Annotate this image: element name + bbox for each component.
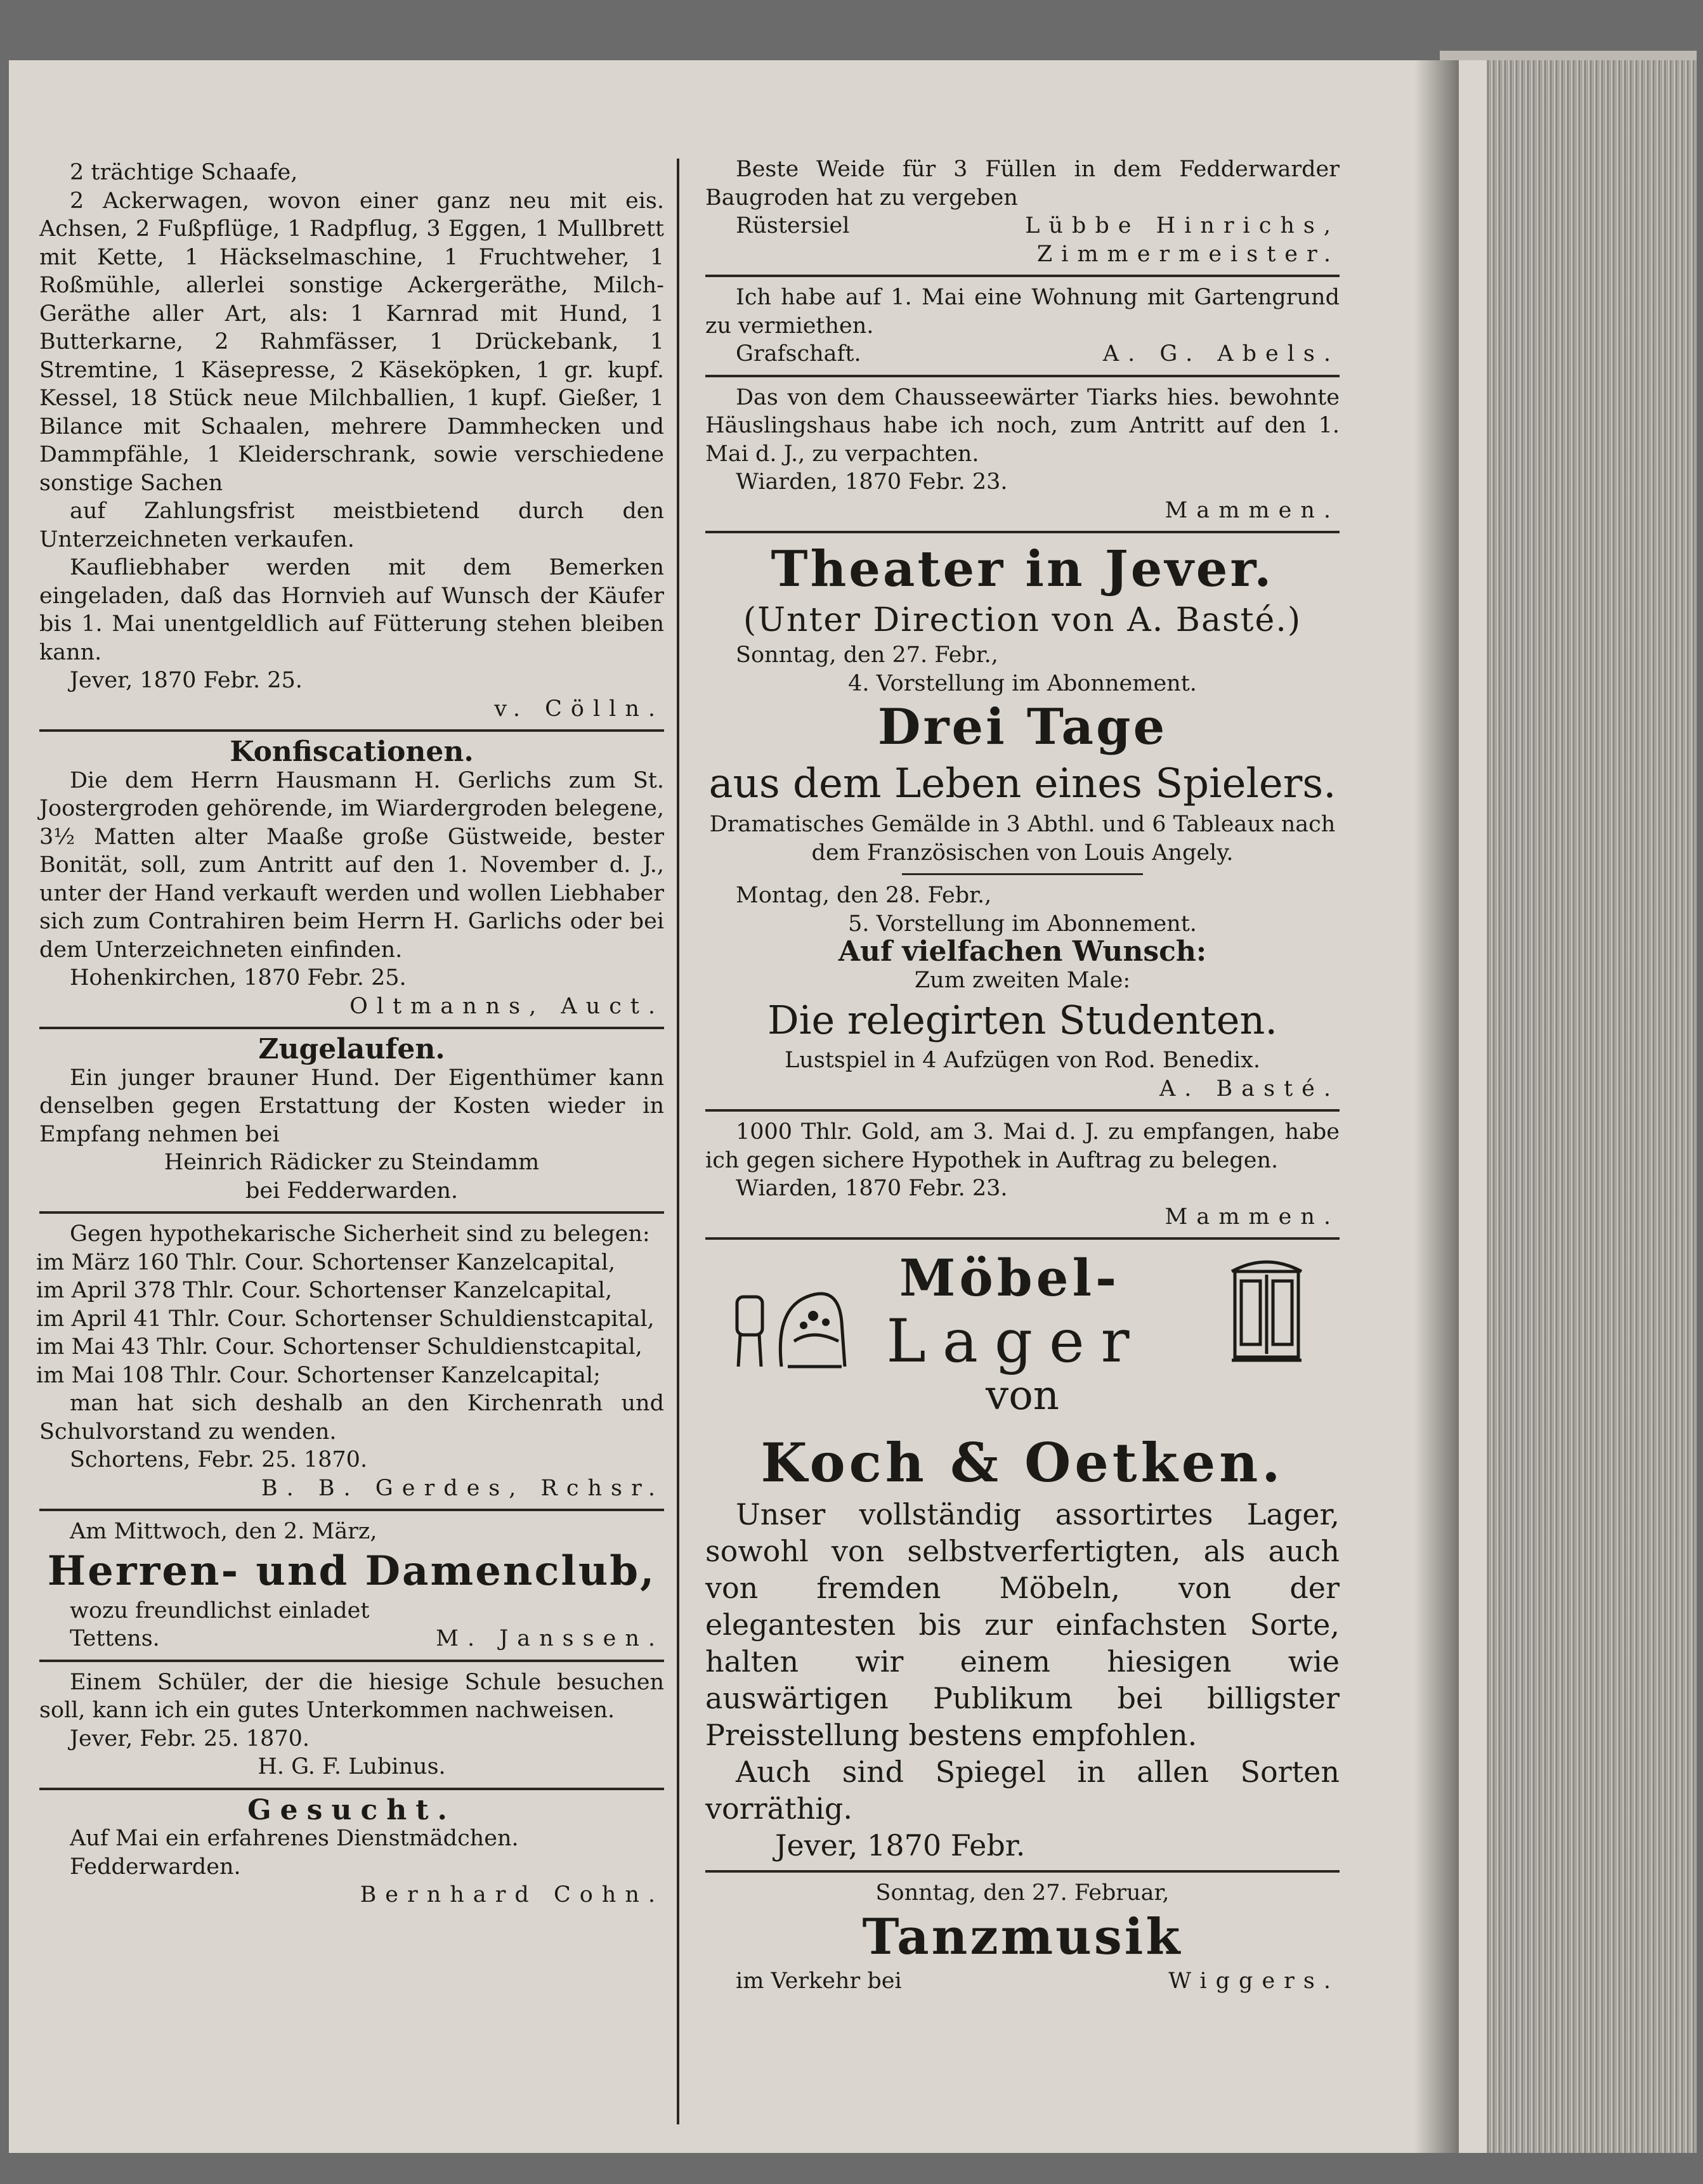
paragraph: Das von dem Chausseewärter Tiarks hies. bewohnte Häuslingshaus habe ich noch, zum Antritt auf den 1. Mai d. J., zu verpachten.: [705, 384, 1340, 467]
centered-line: H. G. F. Lubinus.: [258, 1754, 446, 1779]
signature: Bernhard Cohn.: [360, 1882, 664, 1908]
row-right: Lübbe Hinrichs,: [1025, 213, 1340, 238]
centered-line: Dramatisches Gemälde in 3 Abthl. und 6 Tableaux nach dem Französischen von Louis Angely.: [709, 812, 1336, 866]
advert-title: Koch & Oetken.: [760, 1431, 1284, 1494]
advert-heading: Herren- und Damenclub,: [47, 1547, 656, 1595]
list-item: im Mai 43 Thlr. Cour. Schortenser Schuldienstcapital,: [36, 1334, 643, 1360]
centered-line: Heinrich Rädicker zu Steindamm: [164, 1150, 540, 1175]
lager-title: Lager: [886, 1307, 1146, 1376]
signature: A. Basté.: [1159, 1076, 1340, 1102]
signature: Zimmermeister.: [1036, 241, 1340, 267]
binding-shadow: [1414, 60, 1459, 2153]
paragraph: Auf Mai ein erfahrenes Dienstmädchen.: [70, 1826, 519, 1851]
section-heading: Konfiscationen.: [230, 736, 474, 768]
section-rule: [39, 1660, 664, 1662]
section-rule: [39, 1788, 664, 1790]
section-rule: [705, 1109, 1340, 1112]
advert-subheading: (Unter Direction von A. Basté.): [743, 601, 1302, 639]
signature: v. Cölln.: [494, 696, 664, 722]
centered-line: 4. Vorstellung im Abonnement.: [848, 670, 1197, 696]
paragraph: Gegen hypothekarische Sicherheit sind zu belegen:: [70, 1221, 650, 1247]
text-line: Fedderwarden.: [70, 1854, 241, 1880]
list-item: im Mai 108 Thlr. Cour. Schortenser Kanzelcapital;: [36, 1362, 601, 1388]
signature-row: [705, 1967, 1340, 1996]
text-line: Sonntag, den 27. Febr.,: [736, 642, 998, 668]
von-line: von: [986, 1372, 1059, 1419]
signature: Oltmanns, Auct.: [349, 993, 664, 1019]
section-rule: [902, 873, 1143, 875]
centered-line: Sonntag, den 27. Februar,: [875, 1880, 1170, 1906]
advert-body: Unser vollständig assortirtes Lager, sowohl von selbstverfertigten, als auch von fremden Möbeln, von der elegantesten bis zur einfachsten Sorte, halten wir einem hiesigen wie auswärtigen Publikum bei billigster Preisstellung bestens empfohlen.: [705, 1497, 1340, 1752]
signature: B. B. Gerdes, Rchsr.: [261, 1475, 664, 1501]
advert-body: Auch sind Spiegel in allen Sorten vorräthig.: [705, 1755, 1340, 1826]
text-line: wozu freundlichst einladet: [70, 1597, 370, 1623]
section-rule: [705, 275, 1340, 277]
paragraph: Die dem Herrn Hausmann H. Gerlichs zum St. Joostergroden gehörende, im Wiardergroden belegene, 3½ Matten alter Maaße große Güstweide, bester Bonität, soll, zum Antritt auf den 1. November d. J., unter der Hand verkauft werden und wollen Liebhaber sich zum Contrahiren beim Herrn H. Garlichs oder bei dem Unterzeichneten einfinden.: [39, 767, 664, 963]
text-line: Wiarden, 1870 Febr. 23.: [736, 469, 1008, 495]
moebel-title: Möbel-: [899, 1248, 1121, 1308]
advert-title: Drei Tage: [877, 698, 1168, 756]
section-heading: Gesucht.: [247, 1793, 456, 1826]
section-rule: [705, 375, 1340, 377]
paragraph: Kaufliebhaber werden mit dem Bemerken eingeladen, daß das Hornvieh auf Wunsch der Käufer bis 1. Mai unentgeldlich auf Fütterung stehen bleiben kann.: [39, 555, 664, 665]
list-item: im April 41 Thlr. Cour. Schortenser Schuldienstcapital,: [36, 1306, 655, 1332]
advert-dateline: Jever, 1870 Febr.: [775, 1828, 1026, 1862]
text-line: Hohenkirchen, 1870 Febr. 25.: [70, 965, 407, 991]
paragraph: Einem Schüler, der die hiesige Schule besuchen soll, kann ich ein gutes Unterkommen nachweisen.: [39, 1669, 664, 1723]
centered-line: Zum zweiten Male:: [914, 967, 1131, 993]
advert-title: aus dem Leben eines Spielers.: [708, 760, 1336, 807]
paragraph: Ich habe auf 1. Mai eine Wohnung mit Gartengrund zu vermiethen.: [705, 285, 1340, 339]
wardrobe-illustration: [1225, 1252, 1308, 1367]
text-line: Am Mittwoch, den 2. März,: [70, 1519, 377, 1544]
signature-row: [39, 1625, 664, 1653]
paragraph: Beste Weide für 3 Füllen in dem Fedderwarder Baugroden hat zu vergeben: [705, 157, 1340, 211]
paragraph: Ein junger brauner Hund. Der Eigenthümer kann denselben gegen Erstattung der Kosten wieder in Empfang nehmen bei: [39, 1065, 664, 1147]
section-rule: [39, 1027, 664, 1029]
signature: Mammen.: [1165, 497, 1340, 523]
text-line: Schortens, Febr. 25. 1870.: [70, 1447, 368, 1472]
row-left: Grafschaft.: [736, 341, 861, 367]
section-rule: [39, 1509, 664, 1511]
text-line: Jever, Febr. 25. 1870.: [70, 1726, 310, 1752]
centered-line: 5. Vorstellung im Abonnement.: [848, 911, 1197, 937]
paragraph: auf Zahlungsfrist meistbietend durch den Unterzeichneten verkaufen.: [39, 498, 664, 552]
section-heading: Zugelaufen.: [258, 1033, 445, 1065]
paragraph: 2 Ackerwagen, wovon einer ganz neu mit eis. Achsen, 2 Fußpflüge, 1 Radpflug, 3 Eggen, 1 Mullbrett mit Kette, 1 Häckselmaschine, 1 Fruchtweher, 1 Roßmühle, allerlei sonstige Ackergeräthe, Milch-Geräthe aller Art, als: 1 Karnrad mit Hund, 1 Butterkarne, 2 Rahmfässer, 1 Drückebank, 1 Stremtine, 1 Käsepresse, 2 Käseköpken, 1 gr. kupf. Kessel, 18 Stück neue Milchballien, 1 kupf. Gießer, 1 Bilance mit Schaalen, mehrere Dammhecken und Dammpfähle, 1 Kleiderschrank, sowie verschiedene sonstige Sachen: [39, 188, 664, 496]
paragraph: man hat sich deshalb an den Kirchenrath und Schulvorstand zu wenden.: [39, 1391, 664, 1445]
list-item: im April 378 Thlr. Cour. Schortenser Kanzelcapital,: [36, 1278, 613, 1303]
row-right: A. G. Abels.: [1102, 341, 1340, 367]
list-item: im März 160 Thlr. Cour. Schortenser Kanzelcapital,: [36, 1249, 616, 1275]
text-line: Wiarden, 1870 Febr. 23.: [736, 1176, 1008, 1201]
section-rule: [705, 531, 1340, 533]
column-divider: [677, 159, 679, 2124]
centered-line: bei Fedderwarden.: [245, 1178, 459, 1204]
moebel-lager-advert: [705, 1246, 1340, 1430]
armchair-illustration: [731, 1271, 858, 1379]
paragraph: 1000 Thlr. Gold, am 3. Mai d. J. zu empfangen, habe ich gegen sichere Hypothek in Auftrag zu belegen.: [705, 1119, 1340, 1173]
book-page-edges: [1456, 60, 1697, 2153]
right-column: [705, 155, 1340, 1995]
centered-line: Lustspiel in 4 Aufzügen von Rod. Benedix.: [785, 1048, 1260, 1073]
row-right: Wiggers.: [1168, 1968, 1340, 1994]
signature: Mammen.: [1165, 1204, 1340, 1230]
section-rule: [705, 1870, 1340, 1873]
signature-row: [705, 340, 1340, 368]
row-left: Tettens.: [70, 1626, 160, 1651]
row-left: im Verkehr bei: [736, 1968, 902, 1994]
text-line: Montag, den 28. Febr.,: [736, 883, 992, 908]
advert-title: Theater in Jever.: [771, 540, 1274, 598]
section-rule: [39, 1211, 664, 1214]
section-rule: [39, 729, 664, 732]
left-column: [36, 159, 664, 1909]
advert-title: Die relegirten Studenten.: [767, 997, 1278, 1043]
row-left: Rüstersiel: [736, 213, 850, 238]
row-right: M. Janssen.: [436, 1626, 664, 1651]
text-line: Jever, 1870 Febr. 25.: [70, 668, 303, 693]
section-rule: [705, 1237, 1340, 1240]
signature-row: [705, 212, 1340, 240]
advert-title: Tanzmusik: [862, 1908, 1183, 1966]
section-heading: Auf vielfachen Wunsch:: [838, 935, 1207, 968]
text-line: 2 trächtige Schaafe,: [70, 160, 298, 185]
